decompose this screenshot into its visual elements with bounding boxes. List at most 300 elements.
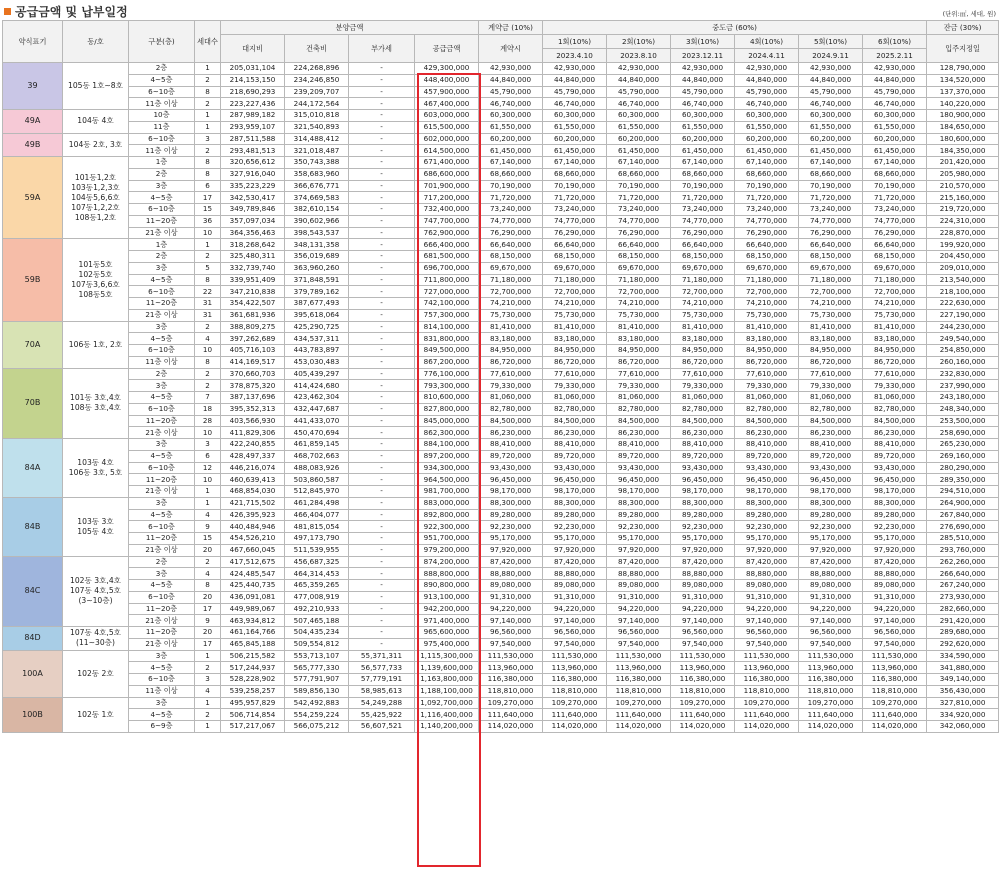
installment-1-cell: 87,420,000 xyxy=(543,556,607,568)
floor-cell: 6~10층 xyxy=(129,591,195,603)
units-cell: 17 xyxy=(195,638,221,650)
installment-2-cell: 74,210,000 xyxy=(607,298,671,310)
building-cost-cell: 315,010,818 xyxy=(285,110,349,122)
installment-5-cell: 88,880,000 xyxy=(799,568,863,580)
installment-6-cell: 87,420,000 xyxy=(863,556,927,568)
table-row xyxy=(3,298,999,310)
balance-cell: 273,930,000 xyxy=(927,591,999,603)
installment-1-cell: 72,700,000 xyxy=(543,286,607,298)
installment-2-cell: 96,560,000 xyxy=(607,627,671,639)
land-cost-cell: 468,854,030 xyxy=(221,486,285,498)
land-cost-cell: 467,660,045 xyxy=(221,544,285,556)
installment-2-cell: 89,080,000 xyxy=(607,580,671,592)
building-cost-cell: 348,131,358 xyxy=(285,239,349,251)
supply-price-cell: 467,400,000 xyxy=(415,98,479,110)
page-title xyxy=(4,3,128,20)
installment-2-cell: 60,200,000 xyxy=(607,133,671,145)
vat-cell: - xyxy=(349,133,415,145)
contract-cell: 88,880,000 xyxy=(479,568,543,580)
balance-cell: 213,540,000 xyxy=(927,274,999,286)
contract-cell: 93,430,000 xyxy=(479,462,543,474)
balance-cell: 291,420,000 xyxy=(927,615,999,627)
building-cost-cell: 553,713,107 xyxy=(285,650,349,662)
vat-cell: - xyxy=(349,415,415,427)
installment-6-cell: 84,950,000 xyxy=(863,345,927,357)
installment-4-cell: 114,020,000 xyxy=(735,721,799,733)
table-row xyxy=(3,180,999,192)
installment-2-cell: 109,270,000 xyxy=(607,697,671,709)
floor-cell: 21층 이상 xyxy=(129,486,195,498)
contract-cell: 66,640,000 xyxy=(479,239,543,251)
installment-1-cell: 75,730,000 xyxy=(543,309,607,321)
building-cost-cell: 565,777,330 xyxy=(285,662,349,674)
building-cost-cell: 497,173,790 xyxy=(285,533,349,545)
installment-1-cell: 114,020,000 xyxy=(543,721,607,733)
installment-3-cell: 97,920,000 xyxy=(671,544,735,556)
units-cell: 10 xyxy=(195,227,221,239)
vat-cell: - xyxy=(349,603,415,615)
units-cell: 8 xyxy=(195,274,221,286)
installment-3-cell: 91,310,000 xyxy=(671,591,735,603)
supply-price-cell: 701,900,000 xyxy=(415,180,479,192)
floor-cell: 2층 xyxy=(129,251,195,263)
floor-cell: 3층 xyxy=(129,380,195,392)
supply-price-cell: 965,600,000 xyxy=(415,627,479,639)
installment-5-cell: 81,060,000 xyxy=(799,392,863,404)
header-contract: 계약금 (10%) xyxy=(479,21,543,35)
installment-5-cell: 84,500,000 xyxy=(799,415,863,427)
unit-type-cell: 39 xyxy=(3,63,63,110)
table-row xyxy=(3,580,999,592)
balance-cell: 260,160,000 xyxy=(927,356,999,368)
contract-cell: 111,530,000 xyxy=(479,650,543,662)
installment-6-cell: 69,670,000 xyxy=(863,262,927,274)
supply-price-cell: 732,400,000 xyxy=(415,204,479,216)
header-middle: 중도금 (60%) xyxy=(543,21,927,35)
contract-cell: 75,730,000 xyxy=(479,309,543,321)
installment-6-cell: 97,140,000 xyxy=(863,615,927,627)
installment-1-cell: 88,880,000 xyxy=(543,568,607,580)
supply-price-cell: 831,800,000 xyxy=(415,333,479,345)
balance-cell: 289,350,000 xyxy=(927,474,999,486)
floor-cell: 1층 xyxy=(129,157,195,169)
building-cost-cell: 434,537,311 xyxy=(285,333,349,345)
table-row xyxy=(3,239,999,251)
installment-2-cell: 98,170,000 xyxy=(607,486,671,498)
installment-5-cell: 89,720,000 xyxy=(799,450,863,462)
installment-5-cell: 118,810,000 xyxy=(799,685,863,697)
table-row xyxy=(3,697,999,709)
land-cost-cell: 465,845,188 xyxy=(221,638,285,650)
installment-5-cell: 97,140,000 xyxy=(799,615,863,627)
table-row xyxy=(3,98,999,110)
floor-cell: 1층 xyxy=(129,239,195,251)
supply-price-cell: 897,200,000 xyxy=(415,450,479,462)
land-cost-cell: 421,715,502 xyxy=(221,497,285,509)
vat-cell: - xyxy=(349,403,415,415)
installment-1-cell: 89,280,000 xyxy=(543,509,607,521)
table-row xyxy=(3,685,999,697)
installment-2-cell: 46,740,000 xyxy=(607,98,671,110)
land-cost-cell: 293,959,107 xyxy=(221,121,285,133)
installment-2-cell: 73,240,000 xyxy=(607,204,671,216)
header-vat: 부가세 xyxy=(349,35,415,63)
building-cost-cell: 511,539,955 xyxy=(285,544,349,556)
installment-5-cell: 109,270,000 xyxy=(799,697,863,709)
table-row xyxy=(3,591,999,603)
balance-cell: 184,650,000 xyxy=(927,121,999,133)
units-cell: 4 xyxy=(195,333,221,345)
vat-cell: - xyxy=(349,427,415,439)
contract-cell: 44,840,000 xyxy=(479,74,543,86)
vat-cell: - xyxy=(349,262,415,274)
installment-6-cell: 89,720,000 xyxy=(863,450,927,462)
land-cost-cell: 426,395,923 xyxy=(221,509,285,521)
balance-cell: 289,680,000 xyxy=(927,627,999,639)
installment-2-cell: 61,450,000 xyxy=(607,145,671,157)
building-cost-cell: 492,210,933 xyxy=(285,603,349,615)
land-cost-cell: 293,481,513 xyxy=(221,145,285,157)
installment-6-cell: 77,610,000 xyxy=(863,368,927,380)
table-row xyxy=(3,121,999,133)
installment-1-cell: 93,430,000 xyxy=(543,462,607,474)
installment-4-cell: 71,720,000 xyxy=(735,192,799,204)
header-sale-price: 분양금액 xyxy=(221,21,479,35)
installment-5-cell: 89,280,000 xyxy=(799,509,863,521)
installment-5-cell: 97,540,000 xyxy=(799,638,863,650)
contract-cell: 77,610,000 xyxy=(479,368,543,380)
installment-2-cell: 91,310,000 xyxy=(607,591,671,603)
vat-cell: - xyxy=(349,568,415,580)
installment-3-cell: 89,080,000 xyxy=(671,580,735,592)
contract-cell: 94,220,000 xyxy=(479,603,543,615)
unit-type-cell: 49A xyxy=(3,110,63,134)
supply-price-cell: 681,500,000 xyxy=(415,251,479,263)
building-cost-cell: 390,602,966 xyxy=(285,215,349,227)
units-cell: 2 xyxy=(195,556,221,568)
installment-2-cell: 84,500,000 xyxy=(607,415,671,427)
installment-5-cell: 75,730,000 xyxy=(799,309,863,321)
installment-2-cell: 88,410,000 xyxy=(607,439,671,451)
installment-6-cell: 89,080,000 xyxy=(863,580,927,592)
land-cost-cell: 342,530,417 xyxy=(221,192,285,204)
table-row xyxy=(3,662,999,674)
installment-3-cell: 77,610,000 xyxy=(671,368,735,380)
installment-3-cell: 97,140,000 xyxy=(671,615,735,627)
installment-3-cell: 95,170,000 xyxy=(671,533,735,545)
vat-cell: - xyxy=(349,192,415,204)
table-row xyxy=(3,309,999,321)
installment-5-cell: 61,450,000 xyxy=(799,145,863,157)
floor-cell: 3층 xyxy=(129,697,195,709)
building-cost-cell: 481,815,054 xyxy=(285,521,349,533)
installment-4-cell: 67,140,000 xyxy=(735,157,799,169)
building-cost-cell: 509,554,812 xyxy=(285,638,349,650)
supply-price-cell: 1,140,200,000 xyxy=(415,721,479,733)
installment-4-cell: 89,280,000 xyxy=(735,509,799,521)
building-cost-cell: 577,791,907 xyxy=(285,674,349,686)
units-cell: 2 xyxy=(195,662,221,674)
floor-cell: 2층 xyxy=(129,556,195,568)
installment-3-cell: 68,660,000 xyxy=(671,168,735,180)
installment-1-cell: 96,560,000 xyxy=(543,627,607,639)
units-cell: 4 xyxy=(195,509,221,521)
vat-cell: - xyxy=(349,321,415,333)
units-cell: 6 xyxy=(195,450,221,462)
unit-type-cell: 59A xyxy=(3,157,63,239)
building-cost-cell: 398,543,537 xyxy=(285,227,349,239)
installment-3-cell: 42,930,000 xyxy=(671,63,735,75)
building-cost-cell: 379,789,162 xyxy=(285,286,349,298)
installment-2-cell: 97,140,000 xyxy=(607,615,671,627)
installment-2-cell: 116,380,000 xyxy=(607,674,671,686)
installment-6-cell: 98,170,000 xyxy=(863,486,927,498)
units-cell: 3 xyxy=(195,439,221,451)
installment-6-cell: 71,180,000 xyxy=(863,274,927,286)
installment-2-cell: 93,430,000 xyxy=(607,462,671,474)
vat-cell: - xyxy=(349,333,415,345)
floor-cell: 3층 xyxy=(129,321,195,333)
table-row xyxy=(3,204,999,216)
units-cell: 20 xyxy=(195,591,221,603)
floor-cell: 3층 xyxy=(129,497,195,509)
installment-4-cell: 69,670,000 xyxy=(735,262,799,274)
floor-cell: 6~10층 xyxy=(129,345,195,357)
units-cell: 1 xyxy=(195,63,221,75)
table-row xyxy=(3,509,999,521)
installment-2-cell: 84,950,000 xyxy=(607,345,671,357)
floor-cell: 10층 xyxy=(129,110,195,122)
page-title-text: 공급금액 및 납부일정 xyxy=(15,5,128,19)
land-cost-cell: 395,352,313 xyxy=(221,403,285,415)
balance-cell: 205,980,000 xyxy=(927,168,999,180)
building-cost-cell: 425,290,725 xyxy=(285,321,349,333)
installment-3-cell: 45,790,000 xyxy=(671,86,735,98)
units-cell: 2 xyxy=(195,709,221,721)
contract-cell: 71,720,000 xyxy=(479,192,543,204)
installment-1-cell: 45,790,000 xyxy=(543,86,607,98)
installment-3-cell: 88,880,000 xyxy=(671,568,735,580)
vat-cell: - xyxy=(349,74,415,86)
units-cell: 2 xyxy=(195,251,221,263)
installment-6-cell: 82,780,000 xyxy=(863,403,927,415)
table-row xyxy=(3,133,999,145)
floor-cell: 6~10층 xyxy=(129,521,195,533)
table-row xyxy=(3,674,999,686)
contract-cell: 88,300,000 xyxy=(479,497,543,509)
installment-6-cell: 68,150,000 xyxy=(863,251,927,263)
installment-2-cell: 42,930,000 xyxy=(607,63,671,75)
supply-price-cell: 603,000,000 xyxy=(415,110,479,122)
units-cell: 8 xyxy=(195,580,221,592)
installment-1-cell: 76,290,000 xyxy=(543,227,607,239)
land-cost-cell: 349,789,846 xyxy=(221,204,285,216)
installment-3-cell: 61,450,000 xyxy=(671,145,735,157)
installment-5-cell: 76,290,000 xyxy=(799,227,863,239)
installment-5-cell: 74,210,000 xyxy=(799,298,863,310)
balance-cell: 180,900,000 xyxy=(927,110,999,122)
installment-2-cell: 70,190,000 xyxy=(607,180,671,192)
installment-4-cell: 73,240,000 xyxy=(735,204,799,216)
vat-cell: - xyxy=(349,615,415,627)
units-cell: 17 xyxy=(195,192,221,204)
installment-3-cell: 44,840,000 xyxy=(671,74,735,86)
building-cost-cell: 395,618,064 xyxy=(285,309,349,321)
dong-ho-cell: 104동 4호 xyxy=(63,110,129,134)
installment-4-cell: 111,640,000 xyxy=(735,709,799,721)
installment-2-cell: 71,720,000 xyxy=(607,192,671,204)
balance-cell: 266,640,000 xyxy=(927,568,999,580)
building-cost-cell: 374,669,583 xyxy=(285,192,349,204)
installment-4-cell: 61,450,000 xyxy=(735,145,799,157)
balance-cell: 267,840,000 xyxy=(927,509,999,521)
floor-cell: 4~5층 xyxy=(129,74,195,86)
floor-cell: 4~5층 xyxy=(129,392,195,404)
building-cost-cell: 466,404,077 xyxy=(285,509,349,521)
building-cost-cell: 423,462,304 xyxy=(285,392,349,404)
units-cell: 2 xyxy=(195,368,221,380)
installment-5-cell: 82,780,000 xyxy=(799,403,863,415)
table-row xyxy=(3,392,999,404)
installment-1-cell: 74,770,000 xyxy=(543,215,607,227)
vat-cell: - xyxy=(349,86,415,98)
building-cost-cell: 503,860,587 xyxy=(285,474,349,486)
balance-cell: 349,140,000 xyxy=(927,674,999,686)
installment-5-cell: 94,220,000 xyxy=(799,603,863,615)
land-cost-cell: 339,951,409 xyxy=(221,274,285,286)
contract-cell: 74,770,000 xyxy=(479,215,543,227)
units-cell: 7 xyxy=(195,392,221,404)
land-cost-cell: 422,240,855 xyxy=(221,439,285,451)
installment-4-cell: 66,640,000 xyxy=(735,239,799,251)
units-cell: 31 xyxy=(195,298,221,310)
table-row xyxy=(3,486,999,498)
installment-1-cell: 86,230,000 xyxy=(543,427,607,439)
units-cell: 3 xyxy=(195,674,221,686)
installment-2-cell: 67,140,000 xyxy=(607,157,671,169)
installment-5-cell: 77,610,000 xyxy=(799,368,863,380)
installment-2-cell: 66,640,000 xyxy=(607,239,671,251)
supply-price-cell: 892,800,000 xyxy=(415,509,479,521)
building-cost-cell: 461,284,498 xyxy=(285,497,349,509)
installment-2-cell: 69,670,000 xyxy=(607,262,671,274)
units-cell: 5 xyxy=(195,262,221,274)
vat-cell: 58,985,613 xyxy=(349,685,415,697)
balance-cell: 334,590,000 xyxy=(927,650,999,662)
contract-cell: 81,060,000 xyxy=(479,392,543,404)
units-cell: 1 xyxy=(195,121,221,133)
dong-ho-cell: 101동5호 102동5호 107동3,6,6호 108동5호 xyxy=(63,239,129,321)
supply-price-cell: 448,400,000 xyxy=(415,74,479,86)
installment-1-cell: 42,930,000 xyxy=(543,63,607,75)
table-row xyxy=(3,321,999,333)
floor-cell: 11~20층 xyxy=(129,298,195,310)
contract-cell: 109,270,000 xyxy=(479,697,543,709)
balance-cell: 224,310,000 xyxy=(927,215,999,227)
installment-1-cell: 61,450,000 xyxy=(543,145,607,157)
contract-cell: 87,420,000 xyxy=(479,556,543,568)
header-building: 건축비 xyxy=(285,35,349,63)
installment-5-cell: 95,170,000 xyxy=(799,533,863,545)
land-cost-cell: 370,660,703 xyxy=(221,368,285,380)
unit-type-cell: 59B xyxy=(3,239,63,321)
table-row xyxy=(3,627,999,639)
installment-1-cell: 82,780,000 xyxy=(543,403,607,415)
supply-price-cell: 883,000,000 xyxy=(415,497,479,509)
unit-type-cell: 84D xyxy=(3,627,63,651)
installment-1-cell: 111,530,000 xyxy=(543,650,607,662)
table-row xyxy=(3,345,999,357)
supply-price-cell: 686,600,000 xyxy=(415,168,479,180)
building-cost-cell: 453,030,483 xyxy=(285,356,349,368)
installment-1-cell: 79,330,000 xyxy=(543,380,607,392)
installment-5-cell: 45,790,000 xyxy=(799,86,863,98)
unit-type-cell: 84C xyxy=(3,556,63,627)
floor-cell: 21층 이상 xyxy=(129,309,195,321)
header-date-1: 2023.4.10 xyxy=(543,49,607,63)
installment-4-cell: 89,720,000 xyxy=(735,450,799,462)
installment-3-cell: 70,190,000 xyxy=(671,180,735,192)
installment-6-cell: 91,310,000 xyxy=(863,591,927,603)
installment-4-cell: 44,840,000 xyxy=(735,74,799,86)
floor-cell: 4~5층 xyxy=(129,333,195,345)
supply-price-cell: 776,100,000 xyxy=(415,368,479,380)
contract-cell: 74,210,000 xyxy=(479,298,543,310)
contract-cell: 84,950,000 xyxy=(479,345,543,357)
land-cost-cell: 461,164,766 xyxy=(221,627,285,639)
installment-2-cell: 95,170,000 xyxy=(607,533,671,545)
supply-price-cell: 602,000,000 xyxy=(415,133,479,145)
supply-price-cell: 913,100,000 xyxy=(415,591,479,603)
building-cost-cell: 387,677,493 xyxy=(285,298,349,310)
unit-type-cell: 70A xyxy=(3,321,63,368)
installment-5-cell: 91,310,000 xyxy=(799,591,863,603)
header-installment-6: 6회(10%) xyxy=(863,35,927,49)
building-cost-cell: 405,439,297 xyxy=(285,368,349,380)
table-row xyxy=(3,638,999,650)
supply-price-cell: 762,900,000 xyxy=(415,227,479,239)
balance-cell: 243,180,000 xyxy=(927,392,999,404)
floor-cell: 11~20층 xyxy=(129,215,195,227)
vat-cell: - xyxy=(349,638,415,650)
supply-price-cell: 717,200,000 xyxy=(415,192,479,204)
land-cost-cell: 463,934,812 xyxy=(221,615,285,627)
bullet-square-icon xyxy=(4,8,11,15)
installment-2-cell: 77,610,000 xyxy=(607,368,671,380)
installment-5-cell: 72,700,000 xyxy=(799,286,863,298)
installment-4-cell: 97,140,000 xyxy=(735,615,799,627)
floor-cell: 11~20층 xyxy=(129,603,195,615)
unit-type-cell: 70B xyxy=(3,368,63,439)
installment-6-cell: 70,190,000 xyxy=(863,180,927,192)
contract-cell: 42,930,000 xyxy=(479,63,543,75)
installment-4-cell: 118,810,000 xyxy=(735,685,799,697)
table-row xyxy=(3,474,999,486)
land-cost-cell: 403,566,930 xyxy=(221,415,285,427)
balance-cell: 269,160,000 xyxy=(927,450,999,462)
floor-cell: 6~10층 xyxy=(129,674,195,686)
installment-3-cell: 89,280,000 xyxy=(671,509,735,521)
units-cell: 15 xyxy=(195,204,221,216)
installment-5-cell: 74,770,000 xyxy=(799,215,863,227)
installment-2-cell: 97,540,000 xyxy=(607,638,671,650)
installment-1-cell: 67,140,000 xyxy=(543,157,607,169)
table-row xyxy=(3,415,999,427)
installment-1-cell: 97,920,000 xyxy=(543,544,607,556)
installment-3-cell: 96,450,000 xyxy=(671,474,735,486)
units-cell: 2 xyxy=(195,145,221,157)
contract-cell: 68,660,000 xyxy=(479,168,543,180)
